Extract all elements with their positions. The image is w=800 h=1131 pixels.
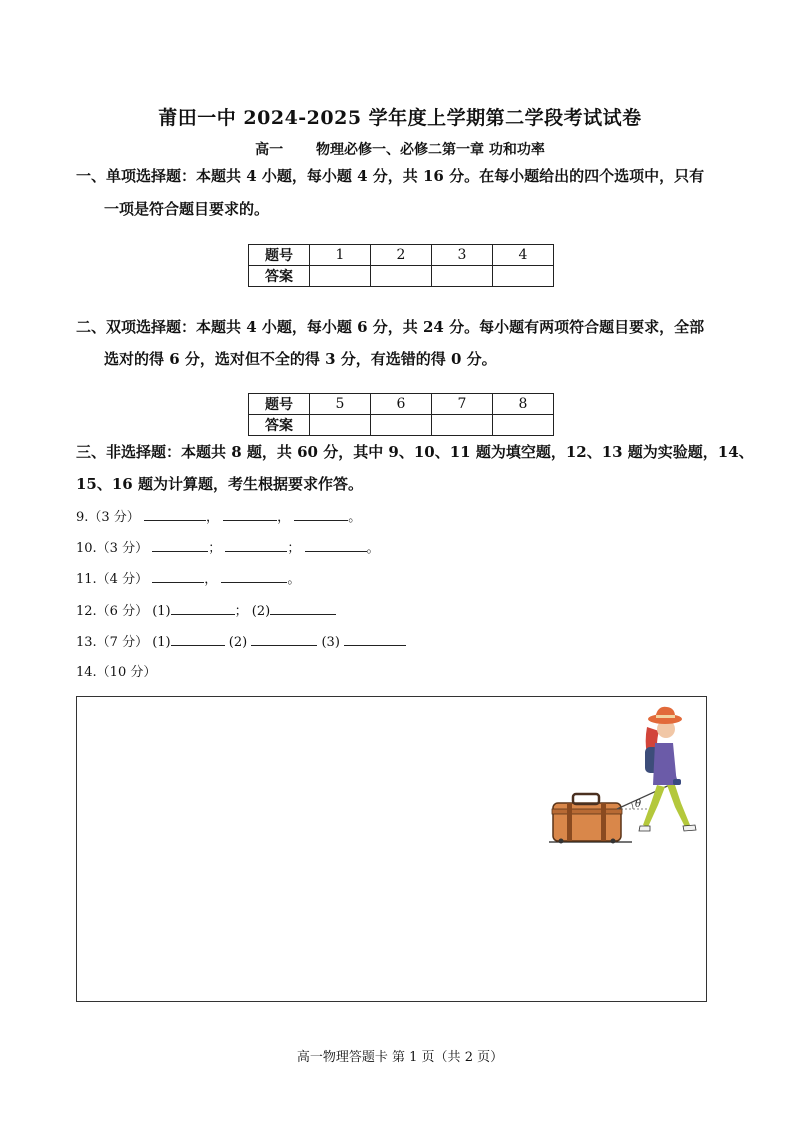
section3-line1: 三、非选择题：本题共 8 题，共 60 分，其中 9、10、11 题为填空题，12、13 题为实验题，14、 [76, 443, 754, 461]
answer-box-14[interactable] [76, 696, 707, 1002]
table-number: 4 [493, 245, 554, 266]
separator: ； [234, 604, 248, 619]
separator: ， [205, 510, 219, 525]
section1-line2: 一项是符合题目要求的。 [104, 200, 270, 218]
answer-blank[interactable] [305, 537, 367, 552]
question-label: 12.（6 分） [76, 604, 149, 619]
answer-blank[interactable] [223, 506, 277, 521]
separator: 。 [366, 541, 380, 556]
question-label: 11.（4 分） [76, 572, 149, 587]
question-13 [76, 631, 406, 653]
question-label: 14.（10 分） [76, 665, 157, 680]
traveler-icon [639, 707, 696, 831]
answer-blank[interactable] [294, 506, 348, 521]
table-number: 8 [493, 394, 554, 415]
section2-line1: 二、双项选择题：本题共 4 小题，每小题 6 分，共 24 分。每小题有两项符合题目要求，全部 [76, 318, 705, 336]
separator: 。 [287, 572, 301, 587]
table-row [249, 266, 554, 287]
part-label: (1) [152, 635, 171, 650]
answer-blank[interactable] [221, 568, 287, 583]
grade-label: 高一 [255, 142, 284, 158]
scope-label: 物理必修一、必修二第一章 功和功率 [316, 142, 545, 158]
answer-blank[interactable] [225, 537, 287, 552]
separator: ； [287, 541, 301, 556]
question-label: 9.（3 分） [76, 510, 140, 525]
table-answer-label: 答案 [249, 415, 310, 436]
table-number: 6 [371, 394, 432, 415]
answer-blank[interactable] [152, 537, 208, 552]
part-label: (1) [152, 604, 171, 619]
table-row [249, 245, 554, 266]
separator: ， [204, 572, 218, 587]
table-row [249, 415, 554, 436]
separator: ； [208, 541, 222, 556]
table-number: 5 [310, 394, 371, 415]
question-10 [76, 537, 380, 559]
question-label: 13.（7 分） [76, 635, 149, 650]
table-row [249, 394, 554, 415]
answer-blank[interactable] [344, 631, 406, 646]
part-label: (2) [228, 635, 248, 650]
table-number: 7 [432, 394, 493, 415]
answer-blank[interactable] [144, 506, 206, 521]
answer-cell[interactable] [493, 266, 554, 287]
answer-cell[interactable] [310, 266, 371, 287]
separator: ， [277, 510, 291, 525]
answer-table-2 [248, 393, 554, 436]
section3-line2: 15、16 题为计算题，考生根据要求作答。 [76, 475, 363, 493]
suitcase-icon [552, 794, 622, 844]
answer-blank[interactable] [251, 631, 317, 646]
question-9 [76, 506, 361, 528]
question-label: 10.（3 分） [76, 541, 149, 556]
part-label: (3) [321, 635, 340, 650]
question-12 [76, 600, 336, 622]
subtitle [0, 139, 800, 159]
separator: 。 [348, 510, 362, 525]
answer-blank[interactable] [171, 600, 235, 615]
answer-cell[interactable] [371, 266, 432, 287]
part-label: (2) [251, 604, 271, 619]
question-14 [76, 663, 156, 683]
answer-cell[interactable] [493, 415, 554, 436]
answer-cell[interactable] [432, 415, 493, 436]
table-head-label: 题号 [249, 394, 310, 415]
table-number: 2 [371, 245, 432, 266]
table-answer-label: 答案 [249, 266, 310, 287]
page-footer: 高一物理答题卡 第 1 页（共 2 页） [296, 1050, 504, 1065]
answer-cell[interactable] [432, 266, 493, 287]
page-title: 莆田一中 2024-2025 学年度上学期第二学段考试试卷 [158, 107, 642, 129]
question-11 [76, 568, 300, 590]
section1-line1: 一、单项选择题：本题共 4 小题，每小题 4 分，共 16 分。在每小题给出的四个选项中，只有 [76, 167, 705, 185]
answer-blank[interactable] [270, 600, 336, 615]
table-number: 1 [310, 245, 371, 266]
section2-line2: 选对的得 6 分，选对但不全的得 3 分，有选错的得 0 分。 [104, 350, 497, 368]
suitcase-figure [547, 699, 707, 849]
answer-cell[interactable] [310, 415, 371, 436]
angle-label: θ [635, 799, 642, 810]
answer-blank[interactable] [152, 568, 204, 583]
answer-table-1 [248, 244, 554, 287]
table-number: 3 [432, 245, 493, 266]
answer-blank[interactable] [171, 631, 225, 646]
table-head-label: 题号 [249, 245, 310, 266]
answer-cell[interactable] [371, 415, 432, 436]
